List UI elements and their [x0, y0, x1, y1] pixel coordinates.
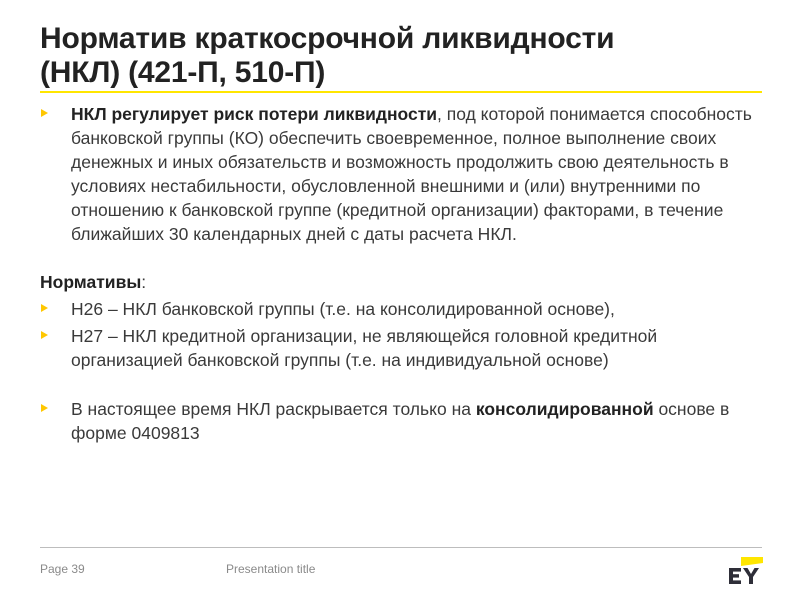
- ey-logo-beam: [741, 557, 763, 566]
- normatives-heading-colon: :: [141, 272, 147, 292]
- presentation-title: Presentation title: [226, 562, 316, 576]
- normatives-heading: [40, 270, 760, 294]
- ey-logo: [727, 557, 763, 585]
- normatives-heading-bold: Нормативы: [40, 272, 142, 292]
- title-underline: [40, 91, 762, 93]
- page-number: Page 39: [40, 562, 85, 576]
- bullet-text: , под которой понимается способность банковской группы (КО) обеспечить своевременное, полное выполнение своих денежных и иных обязательств и возможность продолжить свою деятельность в условиях нестабильности, обусловленной внешними и (или) внутренними по отношению к банковской группе (кредитной организации) факторами, в течение ближайших 30 календарных дней с даты расчета НКЛ.: [71, 104, 752, 244]
- bullet-n26: [40, 297, 760, 321]
- bullet-text: Н27 – НКЛ кредитной организации, не являющейся головной кредитной организацией банковской группы (т.е. на индивидуальной основе): [71, 326, 658, 370]
- slide-body: [40, 102, 760, 445]
- bullet-arrow-icon: [41, 331, 48, 339]
- ey-logo-y: [743, 568, 759, 584]
- bullet-text: Н26 – НКЛ банковской группы (т.е. на консолидированной основе),: [71, 299, 615, 319]
- slide-title: [40, 22, 760, 90]
- bullet-disclosure: [40, 397, 760, 445]
- bullet-bold-text: консолидированной: [475, 399, 654, 419]
- ey-logo-e-bottom: [729, 580, 741, 584]
- bullet-n27: [40, 324, 760, 372]
- bullet-ncl-definition: [40, 102, 760, 246]
- slide-title-line-1: Норматив краткосрочной ликвидности: [40, 22, 615, 55]
- bullet-arrow-icon: [41, 109, 48, 117]
- bullet-arrow-icon: [41, 304, 48, 312]
- bullet-text-after: основе в форме 0409813: [71, 399, 730, 443]
- bullet-bold-text: НКЛ регулирует риск потери ликвидности: [71, 104, 438, 124]
- footer-divider: [40, 547, 762, 548]
- ey-logo-e-top: [729, 568, 741, 572]
- bullet-text-before: В настоящее время НКЛ раскрывается только на: [71, 399, 476, 419]
- bullet-arrow-icon: [41, 404, 48, 412]
- ey-logo-e-middle: [729, 574, 739, 577]
- slide-title-line-2: (НКЛ) (421-П, 510-П): [40, 56, 326, 89]
